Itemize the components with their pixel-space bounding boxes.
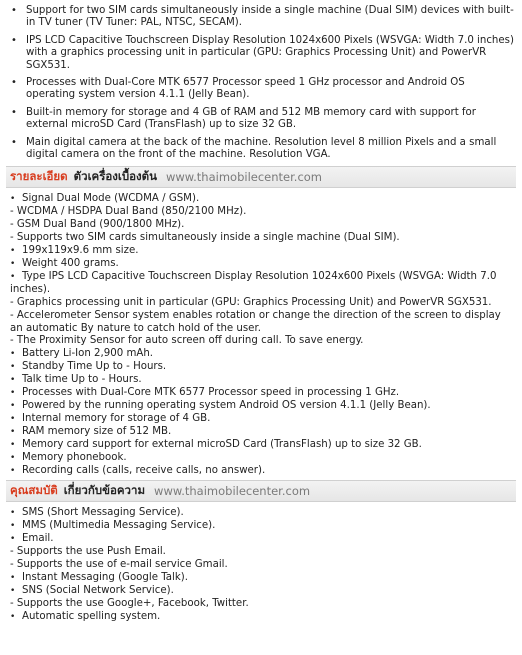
- spec-item-text: - Graphics processing unit in particular (GPU: Graphics Processing Unit) and PowerVR SGX531.: [10, 296, 492, 308]
- bullet-icon: •: [10, 362, 16, 373]
- spec-item-text: Weight 400 grams.: [22, 258, 119, 269]
- spec-item-text: Signal Dual Mode (WCDMA / GSM).: [22, 193, 200, 205]
- bullet-icon: •: [11, 136, 17, 148]
- spec-item: [10, 297, 522, 310]
- bullet-icon: •: [10, 508, 16, 519]
- spec-item: [10, 533, 522, 546]
- spec-item: [10, 465, 522, 478]
- site-watermark: www.thaimobilecenter.com: [154, 484, 311, 499]
- bullet-icon: •: [10, 585, 16, 596]
- list-item: [0, 137, 522, 162]
- spec-item-text: - Supports two SIM cards simultaneously inside a single machine (Dual SIM).: [10, 232, 400, 244]
- spec-item: [10, 232, 522, 245]
- messaging-spec-list: [0, 502, 522, 623]
- spec-item: [10, 507, 522, 520]
- section-header-device-details: [6, 166, 516, 188]
- spec-item-text: Automatic spelling system.: [22, 610, 161, 622]
- bullet-icon: •: [10, 375, 16, 386]
- spec-item: [10, 598, 522, 611]
- spec-item-text: - Supports the use of e-mail service Gmail.: [10, 559, 228, 571]
- spec-item-text: Memory phonebook.: [22, 451, 127, 463]
- spec-item: [10, 426, 522, 439]
- list-item-text: Processes with Dual-Core MTK 6577 Processor speed 1 GHz processor and Android OS operating system version 4.1.1 (Jelly Bean).: [26, 77, 465, 101]
- section-title: ตัวเครื่องเบื้องต้น: [73, 169, 157, 184]
- spec-item-text: - Supports the use Push Email.: [10, 546, 166, 558]
- bullet-icon: •: [10, 349, 16, 360]
- site-watermark: www.thaimobilecenter.com: [165, 170, 323, 185]
- spec-item-text: - The Proximity Sensor for auto screen off during call. To save energy.: [10, 335, 364, 347]
- bullet-icon: •: [10, 400, 16, 411]
- spec-item-text: - Supports the use Google+, Facebook, Twitter.: [10, 597, 249, 609]
- spec-item: [10, 348, 522, 361]
- bullet-icon: •: [10, 426, 16, 437]
- spec-item: [10, 361, 522, 374]
- bullet-icon: •: [10, 572, 16, 583]
- spec-item: [10, 335, 522, 348]
- section-title: เกี่ยวกับข้อความ: [63, 483, 146, 498]
- spec-item: [10, 452, 522, 465]
- bullet-icon: •: [10, 271, 16, 282]
- spec-item-text: Internal memory for storage of 4 GB.: [22, 412, 211, 424]
- spec-item-text: Recording calls (calls, receive calls, no answer).: [22, 464, 266, 476]
- list-item: [0, 35, 522, 72]
- bullet-icon: •: [10, 194, 16, 205]
- bullet-icon: •: [10, 521, 16, 532]
- spec-item: [10, 400, 522, 413]
- spec-item-text: Powered by the running operating system Android OS version 4.1.1 (Jelly Bean).: [22, 399, 431, 411]
- section-title-red: รายละเอียด: [10, 169, 68, 184]
- spec-item: [10, 258, 522, 271]
- spec-item-text: SMS (Short Messaging Service).: [22, 507, 184, 519]
- spec-item: [10, 374, 522, 387]
- list-item: [0, 107, 522, 132]
- section-title-red: คุณสมบัติ: [10, 483, 58, 498]
- list-item: [0, 5, 522, 30]
- spec-item: [10, 206, 522, 219]
- list-item: [0, 77, 522, 102]
- spec-item-text: Type IPS LCD Capacitive Touchscreen Display Resolution 1024x600 Pixels (WSVGA: Width 7.0 inches).: [10, 270, 497, 295]
- spec-item-text: Talk time Up to - Hours.: [22, 374, 142, 386]
- feature-summary-list: [0, 0, 522, 161]
- spec-item-text: - WCDMA / HSDPA Dual Band (850/2100 MHz).: [10, 206, 247, 218]
- spec-item-text: RAM memory size of 512 MB.: [22, 425, 172, 437]
- bullet-icon: •: [11, 106, 17, 118]
- list-item-text: Support for two SIM cards simultaneously inside a single machine (Dual SIM) devices with built-in TV tuner (TV Tuner: PAL, NTSC, SECAM).: [26, 5, 514, 29]
- spec-item: [10, 572, 522, 585]
- bullet-icon: •: [10, 611, 16, 622]
- spec-item: [10, 520, 522, 533]
- bullet-icon: •: [11, 5, 17, 16]
- spec-item: [10, 310, 522, 336]
- spec-item-text: Memory card support for external microSD Card (TransFlash) up to size 32 GB.: [22, 438, 422, 450]
- device-spec-list: [0, 188, 522, 477]
- spec-item: [10, 559, 522, 572]
- bullet-icon: •: [11, 34, 17, 46]
- bullet-icon: •: [11, 77, 17, 89]
- bullet-icon: •: [10, 465, 16, 476]
- spec-item: [10, 439, 522, 452]
- spec-item: [10, 245, 522, 258]
- spec-item: [10, 271, 522, 297]
- list-item-text: Main digital camera at the back of the machine. Resolution level 8 million Pixels and a small digital camera on the front of the machine. Resolution VGA.: [26, 136, 497, 161]
- spec-item: [10, 585, 522, 598]
- bullet-icon: •: [10, 534, 16, 545]
- spec-item: [10, 546, 522, 559]
- spec-item: [10, 219, 522, 232]
- spec-item: [10, 413, 522, 426]
- bullet-icon: •: [10, 246, 16, 257]
- spec-item-text: Processes with Dual-Core MTK 6577 Processor speed in processing 1 GHz.: [22, 387, 400, 399]
- spec-item-text: 199x119x9.6 mm size.: [22, 245, 139, 257]
- spec-item-text: Battery Li-Ion 2,900 mAh.: [22, 348, 154, 360]
- spec-item-text: MMS (Multimedia Messaging Service).: [22, 520, 216, 532]
- spec-item-text: - Accelerometer Sensor system enables rotation or change the direction of the screen to display an automatic By nature to catch hold of the user.: [10, 309, 501, 334]
- spec-item-text: Email.: [22, 533, 54, 545]
- spec-item: [10, 193, 522, 206]
- spec-item-text: SNS (Social Network Service).: [22, 584, 174, 596]
- spec-item: [10, 611, 522, 624]
- bullet-icon: •: [10, 413, 16, 424]
- spec-item-text: Instant Messaging (Google Talk).: [22, 571, 188, 583]
- list-item-text: Built-in memory for storage and 4 GB of RAM and 512 MB memory card with support for external microSD Card (TransFlash) up to size 32 GB.: [26, 106, 476, 131]
- list-item-text: IPS LCD Capacitive Touchscreen Display Resolution 1024x600 Pixels (WSVGA: Width 7.0 inches) with a graphics processing unit in particular (GPU: Graphics Processing Unit) and PowerVR SGX531.: [26, 34, 514, 71]
- bullet-icon: •: [10, 439, 16, 450]
- bullet-icon: •: [10, 388, 16, 399]
- spec-item-text: Standby Time Up to - Hours.: [22, 361, 167, 373]
- section-header-messaging: [6, 480, 516, 502]
- spec-item-text: - GSM Dual Band (900/1800 MHz).: [10, 219, 185, 231]
- spec-item: [10, 387, 522, 400]
- bullet-icon: •: [10, 452, 16, 463]
- bullet-icon: •: [10, 259, 16, 269]
